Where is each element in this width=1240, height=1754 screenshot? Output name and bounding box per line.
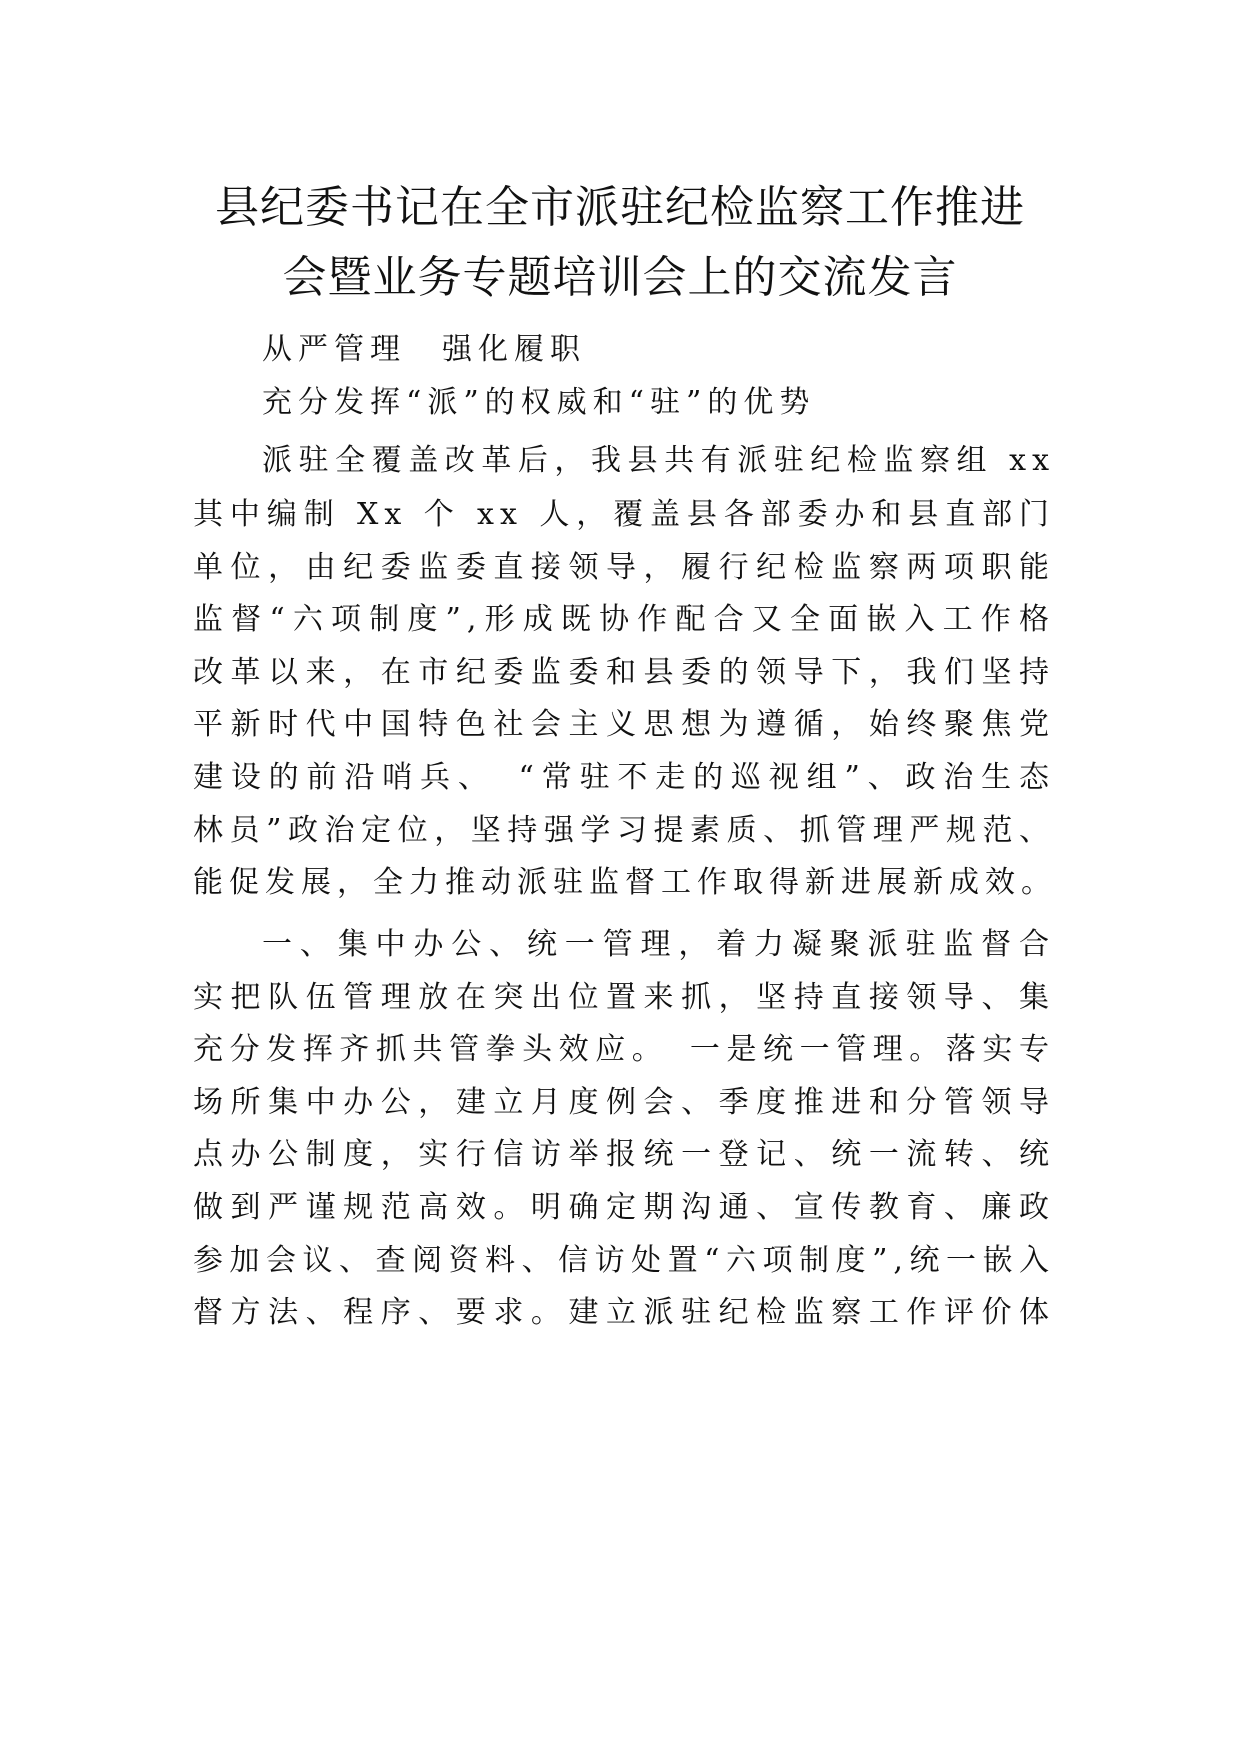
subtitle-2: 充分发挥“派”的权威和“驻”的优势 [262,385,816,420]
paragraph-2-line-3: 充分发挥齐抓共管拳头效应。 一是统一管理。落实专 [193,1032,1055,1067]
document-title-line-1: 县纪委书记在全市派驻纪检监察工作推进 [215,182,1025,233]
paragraph-1-line-4: 监督“六项制度”,形成既协作配合又全面嵌入工作格 [193,602,1055,637]
paragraph-2-line-7: 参加会议、查阅资料、信访处置“六项制度”,统一嵌入 [193,1243,1055,1278]
paragraph-1-line-7: 建设的前沿哨兵、 “常驻不走的巡视组”、政治生态 [193,760,1055,795]
paragraph-1-line-6: 平新时代中国特色社会主义思想为遵循，始终聚焦党 [193,707,1055,742]
paragraph-2-line-8: 督方法、程序、要求。建立派驻纪检监察工作评价体 [193,1295,1055,1330]
paragraph-1-line-8: 林员”政治定位，坚持强学习提素质、抓管理严规范、 [193,813,1055,848]
paragraph-2-line-5: 点办公制度，实行信访举报统一登记、统一流转、统 [193,1137,1055,1172]
paragraph-2-line-4: 场所集中办公，建立月度例会、季度推进和分管领导 [193,1085,1055,1120]
paragraph-2-line-6: 做到严谨规范高效。明确定期沟通、宣传教育、廉政 [193,1190,1055,1225]
paragraph-1-line-1: 派驻全覆盖改革后，我县共有派驻纪检监察组 xx [262,443,1055,478]
paragraph-1-line-2: 其中编制 Xx 个 xx 人，覆盖县各部委办和县直部门 [193,497,1055,532]
subtitle-1: 从严管理 强化履职 [262,332,586,367]
paragraph-2-line-2: 实把队伍管理放在突出位置来抓，坚持直接领导、集 [193,980,1055,1015]
document-title-line-2: 会暨业务专题培训会上的交流发言 [282,252,958,303]
paragraph-1-line-9: 能促发展，全力推动派驻监督工作取得新进展新成效。 [193,865,1057,900]
paragraph-2-line-1: 一、集中办公、统一管理，着力凝聚派驻监督合 [262,927,1055,962]
paragraph-1-line-5: 改革以来，在市纪委监委和县委的领导下，我们坚持 [193,655,1055,690]
paragraph-1-line-3: 单位，由纪委监委直接领导，履行纪检监察两项职能 [193,550,1055,585]
